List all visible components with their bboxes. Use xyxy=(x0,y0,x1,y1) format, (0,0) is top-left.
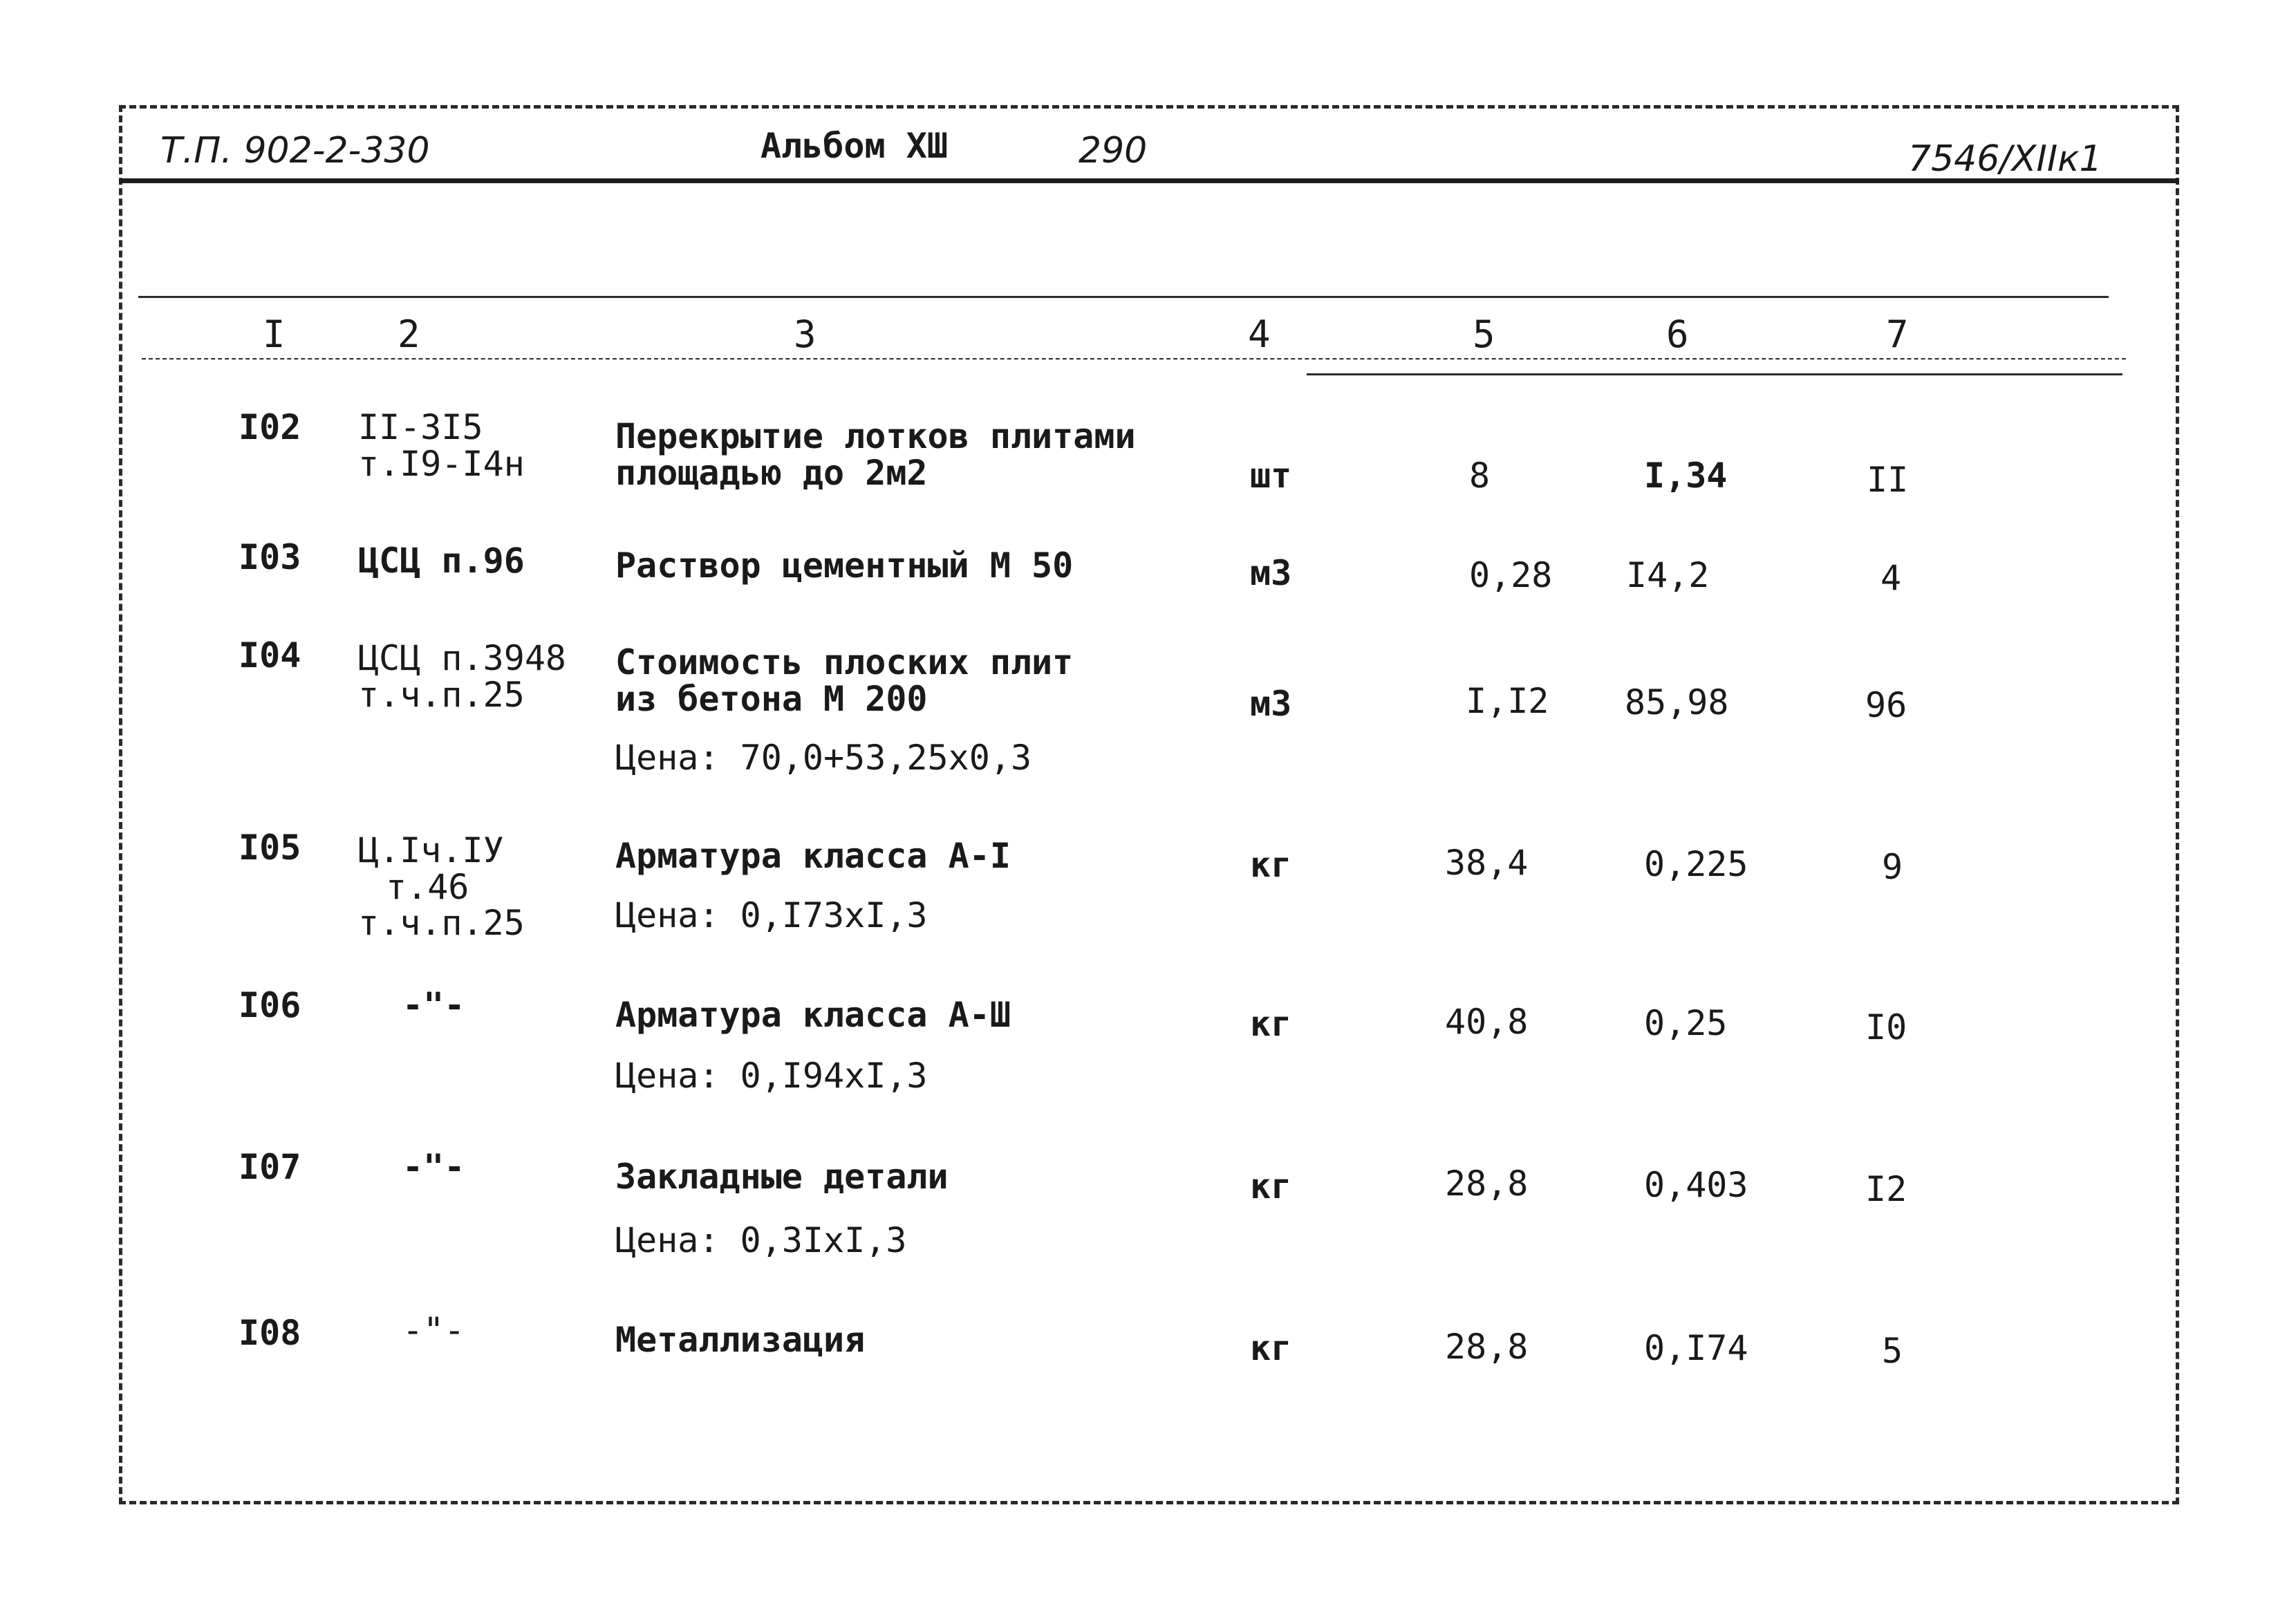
row-description: Закладные детали xyxy=(615,1157,949,1197)
row-price-formula: Цена: 0,3IхI,3 xyxy=(615,1220,907,1260)
row-reference: -"- xyxy=(402,1147,465,1187)
row-unit: кг xyxy=(1250,845,1292,885)
row-description: Металлизация xyxy=(615,1320,866,1360)
row-quantity: 28,8 xyxy=(1445,1327,1529,1367)
row-description: Раствор цементный М 50 xyxy=(615,545,1074,586)
row-price-formula: Цена: 70,0+53,25х0,3 xyxy=(615,738,1032,778)
row-description: Арматура класса А-I xyxy=(615,836,1011,876)
row-number: I04 xyxy=(239,635,301,675)
row-unit-cost: 0,25 xyxy=(1644,1003,1728,1043)
row-reference: ЦСЦ п.3948 т.ч.п.25 xyxy=(358,638,567,715)
row-reference: -"- xyxy=(402,1310,465,1350)
column-number-2: 2 xyxy=(398,312,420,356)
row-number: I08 xyxy=(239,1313,301,1353)
row-unit-cost: 0,225 xyxy=(1644,844,1748,884)
row-quantity: 8 xyxy=(1469,456,1491,496)
table-header-rule-right xyxy=(1307,373,2122,375)
album-label: Альбом XШ xyxy=(760,126,948,166)
row-reference: -"- xyxy=(402,985,465,1025)
row-number: I02 xyxy=(239,407,301,447)
row-price-formula: Цена: 0,I73хI,3 xyxy=(615,895,928,935)
column-number-5: 5 xyxy=(1473,312,1495,356)
table-header-rule xyxy=(142,358,2126,360)
table-top-rule xyxy=(138,296,2109,298)
document-frame xyxy=(119,105,2179,1504)
column-number-6: 6 xyxy=(1666,312,1689,356)
row-unit-cost: I4,2 xyxy=(1626,555,1710,595)
column-number-3: 3 xyxy=(794,312,816,356)
row-unit-cost: 0,I74 xyxy=(1644,1328,1748,1368)
column-number-7: 7 xyxy=(1886,312,1909,356)
row-number: I05 xyxy=(239,828,301,868)
row-number: I06 xyxy=(239,985,301,1025)
row-description: Стоимость плоских плит из бетона М 200 xyxy=(615,642,1074,719)
row-unit: кг xyxy=(1250,1004,1292,1044)
row-quantity: 40,8 xyxy=(1445,1002,1529,1042)
row-total: II xyxy=(1867,460,1909,500)
row-price-formula: Цена: 0,I94хI,3 xyxy=(615,1056,928,1096)
row-reference: II-3I5 т.I9-I4н xyxy=(358,407,525,484)
row-unit: м3 xyxy=(1250,684,1292,724)
row-total: 4 xyxy=(1880,558,1902,598)
document-code: Т.П. 902-2-330 xyxy=(160,130,430,171)
row-total: 9 xyxy=(1882,847,1903,887)
row-reference: Ц.Iч.IУ т.46 т.ч.п.25 xyxy=(358,830,525,943)
row-unit: кг xyxy=(1250,1166,1292,1206)
row-total: 96 xyxy=(1865,685,1907,725)
page-number: 290 xyxy=(1079,130,1148,171)
row-unit-cost: I,34 xyxy=(1644,456,1728,496)
column-number-4: 4 xyxy=(1248,312,1271,356)
row-unit: шт xyxy=(1250,456,1292,496)
row-total: I0 xyxy=(1865,1007,1907,1047)
row-quantity: I,I2 xyxy=(1466,681,1549,721)
sheet-code: 7546/XIIк1 xyxy=(1908,138,2102,180)
row-unit-cost: 0,403 xyxy=(1644,1165,1748,1205)
row-unit-cost: 85,98 xyxy=(1625,682,1729,722)
row-description: Арматура класса А-Ш xyxy=(615,995,1011,1035)
row-total: 5 xyxy=(1882,1331,1903,1371)
row-number: I07 xyxy=(239,1147,301,1187)
row-description: Перекрытие лотков плитами площадью до 2м2 xyxy=(615,416,1136,493)
row-unit: кг xyxy=(1250,1328,1292,1368)
row-total: I2 xyxy=(1865,1169,1907,1209)
row-unit: м3 xyxy=(1250,553,1292,593)
row-quantity: 28,8 xyxy=(1445,1164,1529,1204)
row-quantity: 0,28 xyxy=(1469,555,1553,595)
header-divider xyxy=(119,178,2179,183)
row-number: I03 xyxy=(239,537,301,577)
row-reference: ЦСЦ п.96 xyxy=(358,541,525,581)
column-number-1: I xyxy=(263,312,286,356)
row-quantity: 38,4 xyxy=(1445,843,1529,883)
